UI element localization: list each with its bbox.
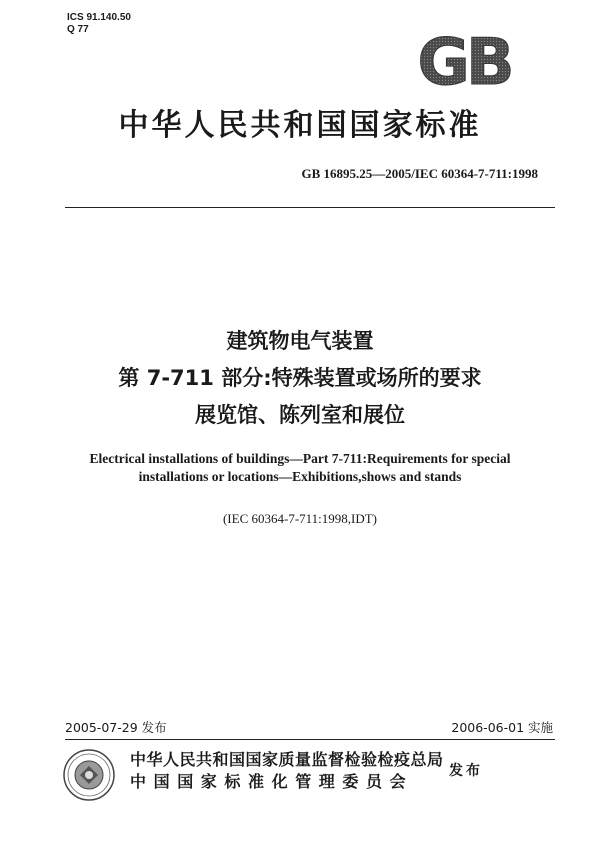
- title-cn-line1: 建筑物电气装置: [226, 329, 374, 353]
- equivalence-note: (IEC 60364-7-711:1998,IDT): [222, 511, 378, 526]
- effective-date: 2006-06-01 实施: [451, 720, 553, 735]
- title-en-line2: installations or locations—Exhibitions,shows and stands: [138, 469, 462, 484]
- header-codes: [67, 12, 131, 36]
- qc-emblem-icon: [62, 748, 116, 802]
- title-cn-line2: 第 7-711 部分:特殊装置或场所的要求: [118, 366, 482, 390]
- gb-logo: [405, 28, 523, 90]
- title-cn-line3: 展览馆、陈列室和展位: [195, 403, 405, 427]
- bottom-divider: [65, 739, 555, 740]
- title-en: [0, 450, 600, 486]
- standard-category-title: 中华人民共和国国家标准: [118, 108, 482, 143]
- top-divider: [65, 207, 555, 208]
- issuer-sac: 中国国家标准化管理委员会: [130, 772, 414, 791]
- publish-label: 发布: [449, 763, 483, 779]
- gb-logo-text: GB: [417, 28, 511, 90]
- standard-number: GB 16895.25—2005/IEC 60364-7-711:1998: [301, 166, 538, 181]
- class-code: Q 77: [67, 24, 89, 35]
- ics-code: ICS 91.140.50: [67, 12, 131, 23]
- title-en-line1: Electrical installations of buildings—Part 7-711:Requirements for special: [89, 451, 511, 466]
- issuer-aqsiq: 中华人民共和国国家质量监督检验检疫总局: [130, 750, 444, 769]
- issue-date: 2005-07-29 发布: [65, 720, 167, 735]
